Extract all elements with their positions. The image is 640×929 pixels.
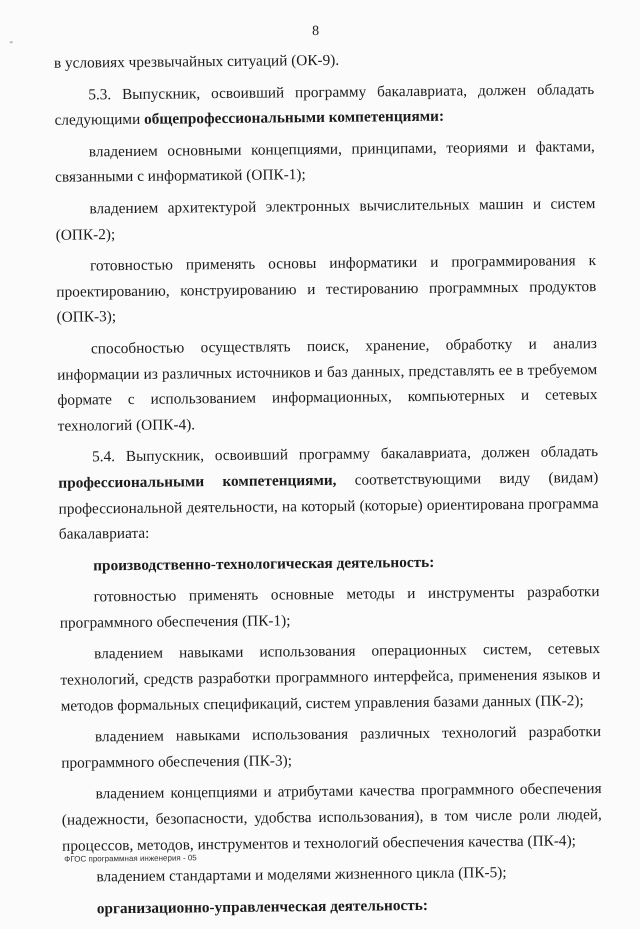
paragraph-text: владением стандартами и моделями жизненного цикла (ПК-5); [96,864,506,885]
paragraph-text: готовностью применять основные методы и инструменты разработки программного обеспечения (ПК-1); [60,583,600,631]
paragraph-text: готовностью применять основы информатики и программирования к проектированию, конструированию и тестированию программных продуктов (ОПК-3); [56,252,596,326]
paragraph-text: 5.3. Выпускник, освоивший программу бакалавриата, должен обладать следующими [54,81,594,129]
paragraph-10 [61,719,602,776]
paragraph-1 [54,77,595,134]
section-heading-management [63,891,603,922]
body-text [54,45,603,928]
paragraph-text: 5.4. Выпускник, освоивший программу бакалавриата, должен обладать [92,443,598,465]
page-number: 8 [0,21,636,44]
paragraph-8 [59,579,600,636]
paragraph-text: владением навыками использования операционных систем, сетевых технологий, средств разработки программного интерфейса, применения языков и методов формальных спецификаций, систем управления базами данных (ПК-2); [60,641,600,715]
paragraph-11 [61,777,602,859]
heading-text: производственно-технологическая деятельность: [93,553,434,574]
paragraph-text: владением навыками использования различных технологий разработки программного обеспечения (ПК-3); [61,723,601,771]
paragraph-text: в условиях чрезвычайных ситуаций (ОК-9). [54,52,339,72]
paragraph-text: способностью осуществлять поиск, хранение, обработку и анализ информации из различных источников и баз данных, представлять ее в требуемом формате с использованием информационных, компьютерных и сетевых технологий (ОПК-4). [57,335,597,434]
section-heading-production [59,548,599,579]
paragraph-bold: общепрофессиональными компетенциями: [144,108,444,128]
paragraph-9 [60,637,601,719]
paragraph-2 [55,134,596,191]
footer-note: ФГОС программная инженерия - 05 [64,853,197,863]
paragraph-6 [58,439,599,547]
paragraph-0 [54,45,594,76]
paragraph-text: владением концепциями и атрибутами качества программного обеспечения (надежности, безопасности, удобства использования), в том числе роли людей, процессов, методов, инструментов и технологий обеспечения качества (ПК-4); [62,781,602,855]
heading-text: организационно-управленческая деятельность: [97,897,428,917]
paragraph-text-post: соответствующими виду (видам) профессиональной деятельности, на который (которые) ориентирована программа бакалавриата: [59,469,599,543]
paragraph-text: владением архитектурой электронных вычислительных машин и систем (ОПК-2); [56,195,596,243]
paragraph-5 [57,331,598,439]
paragraph-12 [62,859,602,890]
paragraph-3 [55,191,596,248]
paragraph-4 [56,248,597,330]
paragraph-bold: профессиональными компетенциями, [58,472,336,492]
paragraph-text: владением основными концепциями, принципами, теориями и фактами, связанными с информатикой (ОПК-1); [55,138,595,186]
